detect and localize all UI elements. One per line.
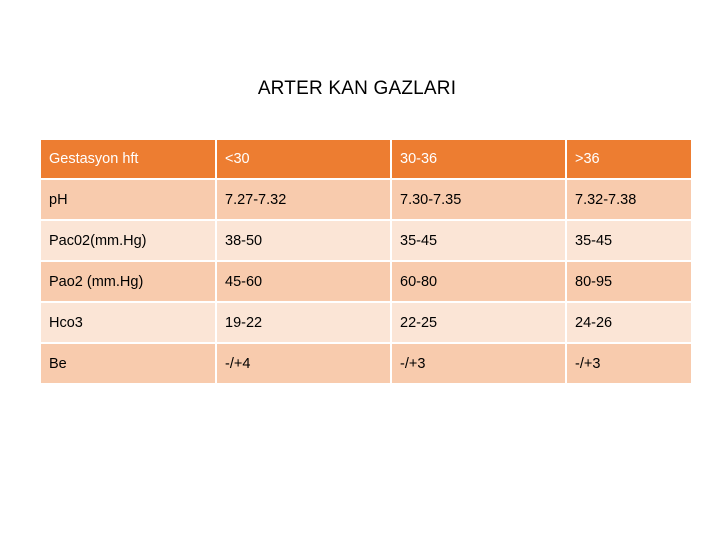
table-cell: 24-26 [566,302,692,343]
row-label: Pao2 (mm.Hg) [40,261,216,302]
table-cell: 19-22 [216,302,391,343]
table-cell: 7.32-7.38 [566,179,692,220]
row-label: Pac02(mm.Hg) [40,220,216,261]
header-under-30: <30 [216,139,391,179]
slide-title: ARTER KAN GAZLARI [257,78,457,99]
table-header-row [40,139,692,179]
row-label: Hco3 [40,302,216,343]
table-row-hco3 [40,302,692,343]
blood-gas-table [39,138,693,385]
header-30-36: 30-36 [391,139,566,179]
table-cell: -/+3 [391,343,566,384]
table-cell: 38-50 [216,220,391,261]
table-cell: 45-60 [216,261,391,302]
row-label: pH [40,179,216,220]
row-label: Be [40,343,216,384]
header-over-36: >36 [566,139,692,179]
header-gestation-week: Gestasyon hft [40,139,216,179]
table-cell: 60-80 [391,261,566,302]
table-row-ph [40,179,692,220]
table-cell: 7.27-7.32 [216,179,391,220]
table-cell: 7.30-7.35 [391,179,566,220]
table-row-pao2 [40,261,692,302]
table-row-be [40,343,692,384]
table-cell: -/+3 [566,343,692,384]
table-row-paco2 [40,220,692,261]
table-cell: 35-45 [566,220,692,261]
table-cell: 35-45 [391,220,566,261]
table-cell: 22-25 [391,302,566,343]
table-cell: 80-95 [566,261,692,302]
table-cell: -/+4 [216,343,391,384]
